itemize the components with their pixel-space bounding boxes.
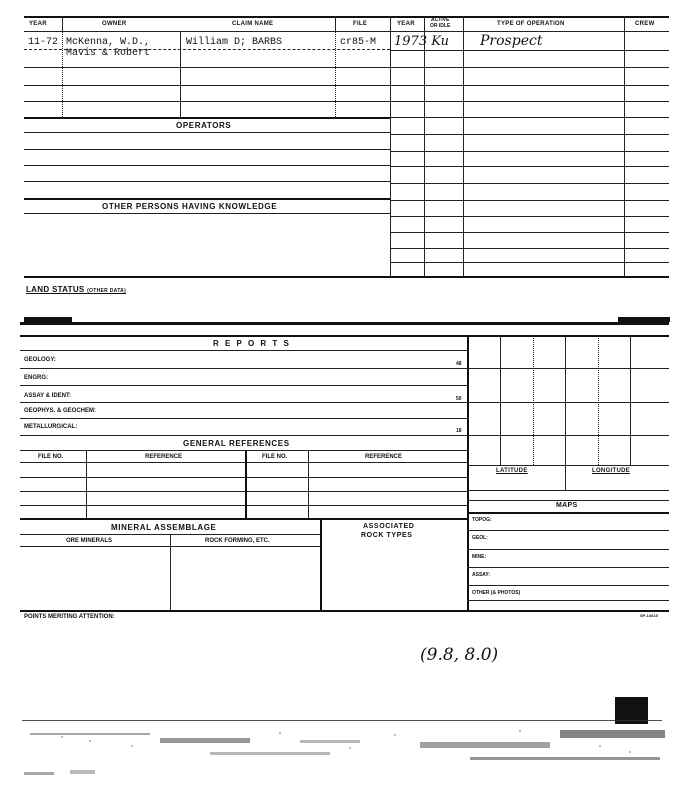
reports-heading: R E P O R T S (213, 339, 291, 348)
record-file: cr85-M (340, 37, 377, 48)
header-active: ACTIVE (431, 17, 450, 23)
operators-heading: OPERATORS (176, 121, 232, 130)
report-assay-num: 50 (456, 396, 462, 402)
general-references-heading: GENERAL REFERENCES (183, 439, 290, 448)
header-type-of-operation: TYPE OF OPERATION (497, 21, 565, 27)
form-number: SP-14615 (640, 613, 658, 618)
report-assay: ASSAY & IDENT: (24, 393, 72, 399)
report-engrg: ENGRG: (24, 375, 48, 381)
land-status-label: LAND STATUS (26, 285, 85, 294)
record-operation-handwritten: Prospect (480, 33, 543, 49)
report-metallurgical: METALLURGICAL: (24, 424, 78, 430)
record-claim-name: William D; BARBS (186, 37, 283, 48)
report-geology-num: 48 (456, 361, 462, 367)
mineral-ore-col: ORE MINERALS (66, 538, 113, 544)
maps-other: OTHER (& PHOTOS) (472, 590, 521, 596)
report-metallurgical-num: 18 (456, 428, 462, 434)
maps-topog: TOPOG: (472, 517, 492, 523)
header-year: YEAR (29, 21, 47, 27)
record-date: 11-72 (28, 37, 59, 48)
record-owner-line2: Mavis & Robert (66, 48, 151, 59)
maps-geol: GEOL: (472, 535, 488, 541)
refs-file-no-2: FILE NO. (262, 454, 288, 460)
other-persons-heading: OTHER PERSONS HAVING KNOWLEDGE (102, 202, 278, 211)
associated-rock-line2: ROCK TYPES (361, 532, 413, 539)
maps-mine: MINE: (472, 554, 487, 560)
mineral-assemblage-heading: MINERAL ASSEMBLAGE (111, 523, 217, 532)
land-status-heading (26, 285, 126, 294)
handwritten-coordinates: (9.8, 8.0) (420, 645, 499, 665)
mineral-rock-col: ROCK FORMING, ETC. (205, 538, 270, 544)
maps-heading: MAPS (556, 502, 578, 509)
header-claim-name: CLAIM NAME (232, 21, 274, 27)
maps-assay: ASSAY: (472, 572, 491, 578)
record-year-handwritten: 1973 Ku (394, 34, 450, 49)
header-file: FILE (353, 21, 368, 27)
refs-reference-2: REFERENCE (365, 454, 403, 460)
header-or-idle: OR IDLE (430, 23, 451, 29)
header-owner: OWNER (102, 21, 127, 27)
longitude-label: LONGITUDE (592, 468, 631, 474)
refs-file-no-1: FILE NO. (38, 454, 64, 460)
refs-reference-1: REFERENCE (145, 454, 183, 460)
latitude-label: LATITUDE (496, 468, 528, 474)
associated-rock-line1: ASSOCIATED (363, 523, 415, 530)
report-geology: GEOLOGY: (24, 357, 56, 363)
points-meriting-attention: POINTS MERITING ATTENTION: (24, 614, 115, 620)
report-geophys: GEOPHYS. & GEOCHEM: (24, 408, 97, 414)
header-year-2: YEAR (397, 21, 415, 27)
record-owner-line1: McKenna, W.D., (66, 37, 151, 48)
land-status-sub: (OTHER DATA) (87, 288, 127, 294)
header-crew: CREW (635, 21, 655, 27)
